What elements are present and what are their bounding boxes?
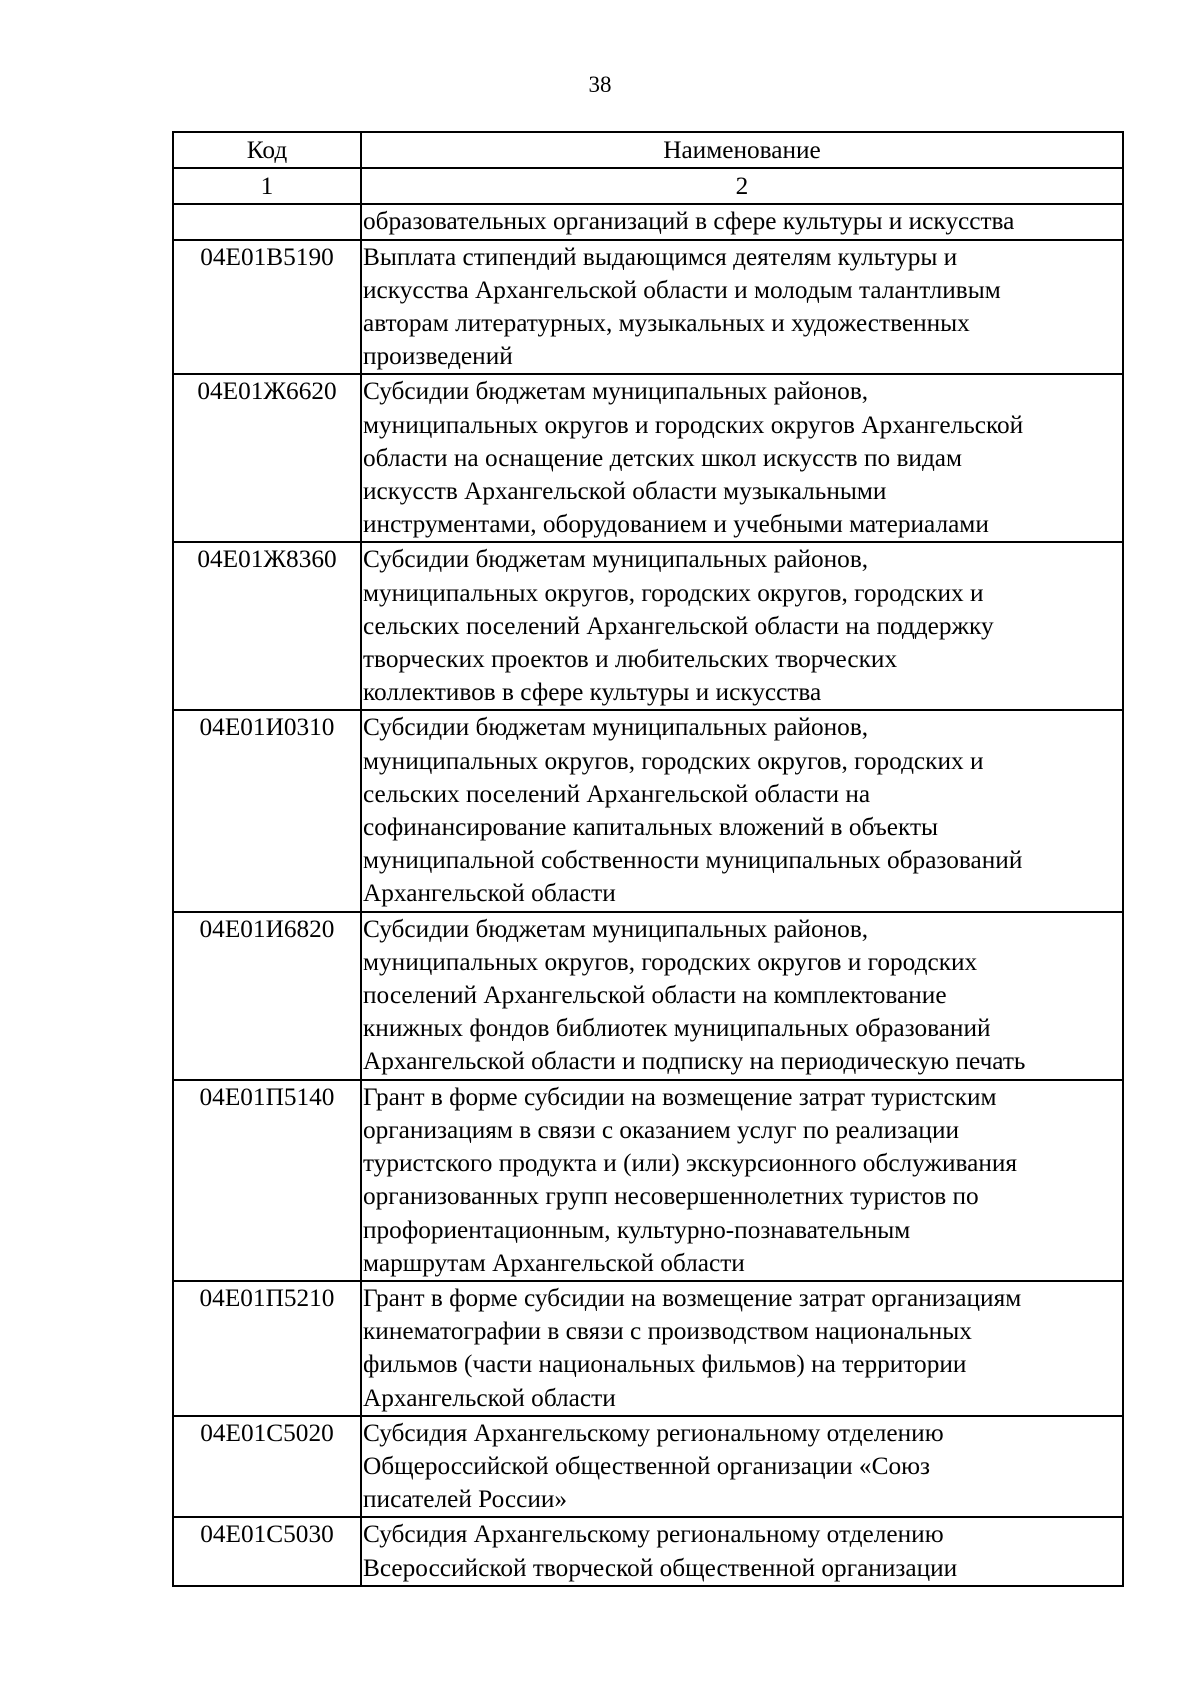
row-name-line: произведений <box>363 342 513 371</box>
row-name-line: муниципальной собственности муниципальных образований <box>363 846 1023 875</box>
row-name <box>361 240 1123 375</box>
row-name-line: фильмов (части национальных фильмов) на территории <box>363 1350 967 1379</box>
table-row <box>173 542 1123 710</box>
row-name-line: организациям в связи с оказанием услуг по реализации <box>363 1115 960 1144</box>
row-name <box>361 912 1123 1080</box>
row-name-line: Субсидии бюджетам муниципальных районов, <box>363 713 869 742</box>
row-code: 04Е01И0310 <box>173 710 361 911</box>
row-name <box>361 1080 1123 1281</box>
row-name-line: сельских поселений Архангельской области на <box>363 779 871 808</box>
row-name-line: Субсидия Архангельскому региональному отделению <box>363 1520 944 1549</box>
column-number-name: 2 <box>361 168 1123 204</box>
row-name <box>361 204 1123 239</box>
row-name-line: искусства Архангельской области и молодым талантливым <box>363 275 1001 304</box>
row-code: 04Е01П5140 <box>173 1080 361 1281</box>
row-code: 04Е01С5030 <box>173 1517 361 1585</box>
table-row <box>173 204 1123 239</box>
row-name-line: Общероссийской общественной организации «Союз <box>363 1451 930 1480</box>
row-name-line: искусств Архангельской области музыкальными <box>363 477 887 506</box>
row-name-line: софинансирование капитальных вложений в объекты <box>363 813 939 842</box>
table-body <box>173 204 1123 1585</box>
row-name-line: Архангельской области и подписку на периодическую печать <box>363 1047 1026 1076</box>
row-code: 04Е01В5190 <box>173 240 361 375</box>
row-name-line: Грант в форме субсидии на возмещение затрат туристским <box>363 1082 997 1111</box>
row-name-line: Архангельской области <box>363 1383 616 1412</box>
row-name-line: организованных групп несовершеннолетних туристов по <box>363 1182 979 1211</box>
table-row <box>173 240 1123 375</box>
header-name: Наименование <box>361 132 1123 168</box>
row-name <box>361 1281 1123 1416</box>
column-number-code: 1 <box>173 168 361 204</box>
row-name-line: Субсидии бюджетам муниципальных районов, <box>363 914 869 943</box>
row-name-line: коллективов в сфере культуры и искусства <box>363 678 822 707</box>
table-header <box>173 132 1123 204</box>
row-name-line: сельских поселений Архангельской области на поддержку <box>363 611 994 640</box>
row-name-line: кинематографии в связи с производством национальных <box>363 1317 972 1346</box>
row-name-line: Субсидия Архангельскому региональному отделению <box>363 1418 944 1447</box>
row-name-line: книжных фондов библиотек муниципальных образований <box>363 1014 991 1043</box>
row-name <box>361 710 1123 911</box>
page-number: 38 <box>588 72 612 97</box>
row-name-line: муниципальных округов, городских округов и городских <box>363 947 978 976</box>
row-name-line: Субсидии бюджетам муниципальных районов, <box>363 545 869 574</box>
row-name-line: поселений Архангельской области на комплектование <box>363 981 947 1010</box>
row-name-line: Грант в форме субсидии на возмещение затрат организациям <box>363 1283 1022 1312</box>
header-code: Код <box>173 132 361 168</box>
row-code: 04Е01И6820 <box>173 912 361 1080</box>
row-name-line: Выплата стипендий выдающимся деятелям культуры и <box>363 242 958 271</box>
budget-code-table <box>172 131 1124 1587</box>
row-name <box>361 374 1123 542</box>
table-row <box>173 912 1123 1080</box>
table-row <box>173 374 1123 542</box>
row-name-line: Архангельской области <box>363 879 616 908</box>
row-name-line: образовательных организаций в сфере культуры и искусства <box>363 207 1015 236</box>
row-name-line: маршрутам Архангельской области <box>363 1248 745 1277</box>
table-row <box>173 1080 1123 1281</box>
row-code: 04Е01Ж6620 <box>173 374 361 542</box>
table-row <box>173 1281 1123 1416</box>
row-name-line: Субсидии бюджетам муниципальных районов, <box>363 377 869 406</box>
row-name-line: писателей России» <box>363 1485 568 1514</box>
row-name-line: Всероссийской творческой общественной организации <box>363 1553 958 1582</box>
column-number-row <box>173 168 1123 204</box>
row-name <box>361 542 1123 710</box>
table-row <box>173 710 1123 911</box>
row-name <box>361 1517 1123 1585</box>
row-code: 04Е01П5210 <box>173 1281 361 1416</box>
row-code: 04Е01С5020 <box>173 1416 361 1518</box>
row-code <box>173 204 361 239</box>
row-name-line: области на оснащение детских школ искусств по видам <box>363 443 963 472</box>
table-row <box>173 1517 1123 1585</box>
header-row <box>173 132 1123 168</box>
row-name-line: муниципальных округов и городских округов Архангельской <box>363 410 1024 439</box>
row-name-line: инструментами, оборудованием и учебными материалами <box>363 510 989 539</box>
row-code: 04Е01Ж8360 <box>173 542 361 710</box>
row-name-line: профориентационным, культурно-познавательным <box>363 1215 911 1244</box>
row-name-line: муниципальных округов, городских округов, городских и <box>363 578 984 607</box>
row-name-line: творческих проектов и любительских творческих <box>363 645 898 674</box>
row-name <box>361 1416 1123 1518</box>
row-name-line: муниципальных округов, городских округов, городских и <box>363 746 984 775</box>
row-name-line: авторам литературных, музыкальных и художественных <box>363 309 970 338</box>
row-name-line: туристского продукта и (или) экскурсионного обслуживания <box>363 1149 1018 1178</box>
table-row <box>173 1416 1123 1518</box>
